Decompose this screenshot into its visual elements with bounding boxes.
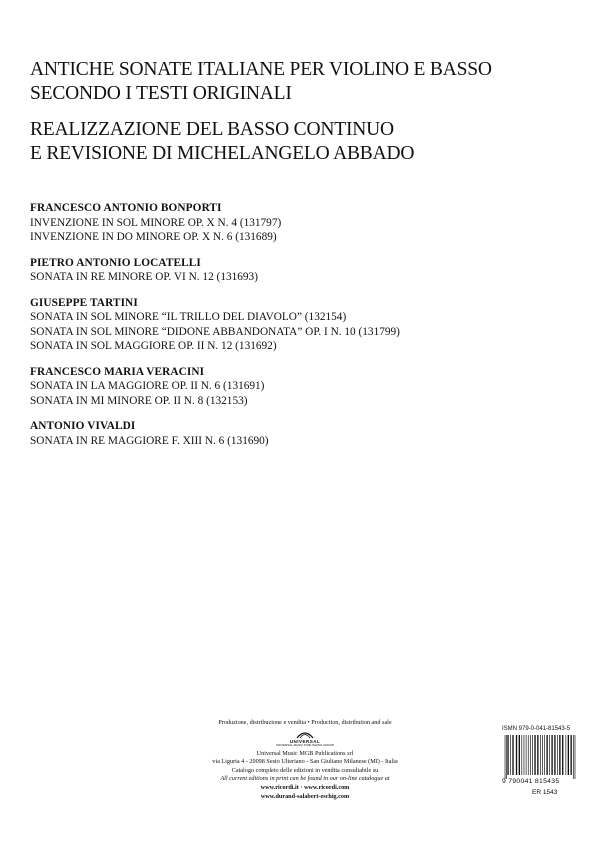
title-block-1: [30, 58, 575, 106]
barcode-bar: [540, 735, 541, 775]
composer-entry: [30, 296, 575, 354]
composer-name: ANTONIO VIVALDI: [30, 420, 136, 432]
barcode-bar: [532, 735, 533, 775]
barcode-bar: [557, 735, 558, 775]
ricordi-links[interactable]: www.ricordi.it · www.ricordi.com: [260, 783, 350, 791]
work-item: SONATA IN SOL MINORE “DIDONE ABBANDONATA” OP. I N. 10 (131799): [30, 325, 400, 338]
barcode-image: [502, 735, 582, 779]
barcode-bar: [519, 735, 520, 775]
work-item: INVENZIONE IN SOL MINORE OP. X N. 4 (131797): [30, 216, 282, 229]
work-item: SONATA IN RE MINORE OP. VI N. 12 (131693): [30, 271, 258, 283]
publisher-info: [170, 719, 440, 801]
barcode-bar: [516, 735, 517, 775]
work-item: INVENZIONE IN DO MINORE OP. X N. 6 (131689): [30, 231, 277, 243]
work-item: SONATA IN LA MAGGIORE OP. II N. 6 (131691): [30, 380, 265, 392]
logo-subtext: UNIVERSAL MUSIC PUBLISHING GROUP: [275, 742, 335, 747]
barcode-bar: [528, 735, 529, 775]
globe-icon: [295, 730, 315, 739]
universal-logo: [275, 730, 335, 750]
composer-entry: [30, 256, 575, 285]
work-item: SONATA IN SOL MAGGIORE OP. II N. 12 (131692): [30, 340, 277, 352]
barcode-bar: [537, 735, 538, 775]
barcode-bar: [530, 735, 531, 775]
barcode-bar: [573, 735, 574, 779]
barcode-bar: [534, 735, 535, 775]
catalogue-code: ER 1543: [532, 789, 558, 796]
logo-text: UNIVERSAL: [289, 738, 321, 744]
barcode-digits: 9 790041 815435: [502, 778, 560, 785]
barcode-bar: [524, 735, 525, 775]
barcode-bar: [562, 735, 563, 775]
barcode-bar: [568, 735, 569, 775]
durand-link[interactable]: www.durand-salabert-eschig.com: [260, 792, 350, 800]
barcode-bar: [575, 735, 576, 779]
barcode-bar: [554, 735, 555, 775]
composer-entry: [30, 365, 575, 409]
composer-name: FRANCESCO ANTONIO BONPORTI: [30, 202, 222, 214]
barcode-bar: [542, 735, 543, 775]
barcode-bar: [570, 735, 571, 775]
composer-entry: [30, 419, 575, 448]
barcode-bar: [512, 735, 513, 775]
title-block-2: [30, 118, 575, 166]
work-item: SONATA IN RE MAGGIORE F. XIII N. 6 (131690): [30, 434, 269, 447]
ismn-number: ISMN 979-0-041-81543-5: [502, 726, 571, 732]
publisher-address: via Liguria 4 - 20098 Sesto Ulteriano - San Giuliano Milanese (MI) - Italia: [212, 758, 398, 766]
composer-list: [30, 201, 575, 459]
catalogue-note: Catalogo completo delle edizioni in vendita consultabile su: [231, 766, 379, 774]
barcode-bar: [551, 735, 552, 775]
barcode-area: [502, 725, 582, 796]
barcode-bar: [526, 735, 527, 775]
work-item: SONATA IN SOL MINORE “IL TRILLO DEL DIAVOLO” (132154): [30, 311, 347, 323]
barcode-bar: [505, 735, 506, 779]
catalogue-note-en: All current editions in print can be found in our on-line catalogue at: [220, 775, 390, 783]
barcode-bar: [559, 735, 560, 775]
production-line: Produzione, distribuzione e vendita • Production, distribution and sale: [218, 719, 392, 726]
barcode-bar: [566, 735, 567, 775]
composer-name: GIUSEPPE TARTINI: [30, 296, 138, 309]
barcode-bar: [510, 735, 511, 775]
barcode-bar: [546, 735, 547, 775]
title-line: E REVISIONE DI MICHELANGELO ABBADO: [30, 143, 415, 164]
composer-name: FRANCESCO MARIA VERACINI: [30, 365, 205, 378]
title-line: SECONDO I TESTI ORIGINALI: [30, 83, 292, 104]
barcode-bar: [544, 735, 545, 775]
title-line: ANTICHE SONATE ITALIANE PER VIOLINO E BASSO: [30, 59, 492, 80]
barcode-bar: [506, 735, 507, 779]
work-item: SONATA IN MI MINORE OP. II N. 8 (132153): [30, 394, 248, 407]
composer-name: PIETRO ANTONIO LOCATELLI: [30, 256, 201, 269]
title-line: REALIZZAZIONE DEL BASSO CONTINUO: [30, 119, 394, 140]
publisher-name: Universal Music MGB Publications srl: [256, 749, 354, 757]
title-section: [30, 58, 575, 166]
barcode-bar: [521, 735, 522, 775]
barcode-bar: [507, 735, 508, 775]
composer-entry: [30, 201, 575, 245]
barcode-bar: [549, 735, 550, 775]
